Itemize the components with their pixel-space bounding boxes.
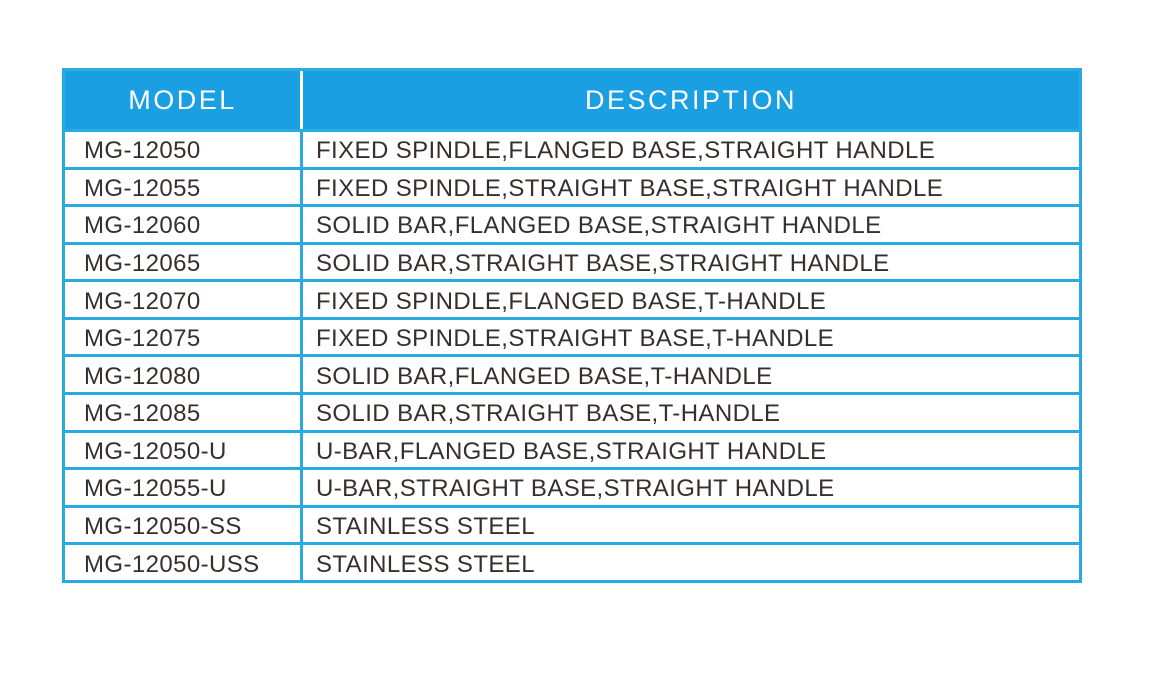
table-row: [65, 167, 1079, 205]
description-cell: SOLID BAR,STRAIGHT BASE,T-HANDLE: [300, 392, 1079, 430]
description-cell: FIXED SPINDLE,FLANGED BASE,STRAIGHT HANDLE: [300, 129, 1079, 167]
table-row: [65, 354, 1079, 392]
table-row: [65, 467, 1079, 505]
description-cell: SOLID BAR,FLANGED BASE,STRAIGHT HANDLE: [300, 204, 1079, 242]
header-row: [65, 71, 1079, 129]
model-cell: MG-12085: [65, 392, 300, 430]
model-cell: MG-12080: [65, 354, 300, 392]
model-cell: MG-12050-U: [65, 430, 300, 468]
table-row: [65, 242, 1079, 280]
model-cell: MG-12060: [65, 204, 300, 242]
table-row: [65, 505, 1079, 543]
table-row: [65, 392, 1079, 430]
description-cell: U-BAR,FLANGED BASE,STRAIGHT HANDLE: [300, 430, 1079, 468]
table-row: [65, 279, 1079, 317]
description-cell: STAINLESS STEEL: [300, 505, 1079, 543]
table-row: [65, 129, 1079, 167]
table-body: [65, 129, 1079, 580]
model-cell: MG-12050-USS: [65, 542, 300, 580]
table-row: [65, 430, 1079, 468]
model-cell: MG-12050-SS: [65, 505, 300, 543]
table-row: [65, 542, 1079, 580]
column-header-model: MODEL: [65, 71, 300, 129]
product-spec-table: [62, 68, 1082, 583]
model-cell: MG-12065: [65, 242, 300, 280]
description-cell: U-BAR,STRAIGHT BASE,STRAIGHT HANDLE: [300, 467, 1079, 505]
description-cell: SOLID BAR,STRAIGHT BASE,STRAIGHT HANDLE: [300, 242, 1079, 280]
description-cell: FIXED SPINDLE,FLANGED BASE,T-HANDLE: [300, 279, 1079, 317]
description-cell: FIXED SPINDLE,STRAIGHT BASE,T-HANDLE: [300, 317, 1079, 355]
model-cell: MG-12070: [65, 279, 300, 317]
model-cell: MG-12075: [65, 317, 300, 355]
model-cell: MG-12055: [65, 167, 300, 205]
spec-table-container: [62, 68, 1082, 583]
description-cell: FIXED SPINDLE,STRAIGHT BASE,STRAIGHT HANDLE: [300, 167, 1079, 205]
table-row: [65, 204, 1079, 242]
model-cell: MG-12055-U: [65, 467, 300, 505]
description-cell: STAINLESS STEEL: [300, 542, 1079, 580]
column-header-description: DESCRIPTION: [300, 71, 1079, 129]
description-cell: SOLID BAR,FLANGED BASE,T-HANDLE: [300, 354, 1079, 392]
table-header: [65, 71, 1079, 129]
table-row: [65, 317, 1079, 355]
model-cell: MG-12050: [65, 129, 300, 167]
